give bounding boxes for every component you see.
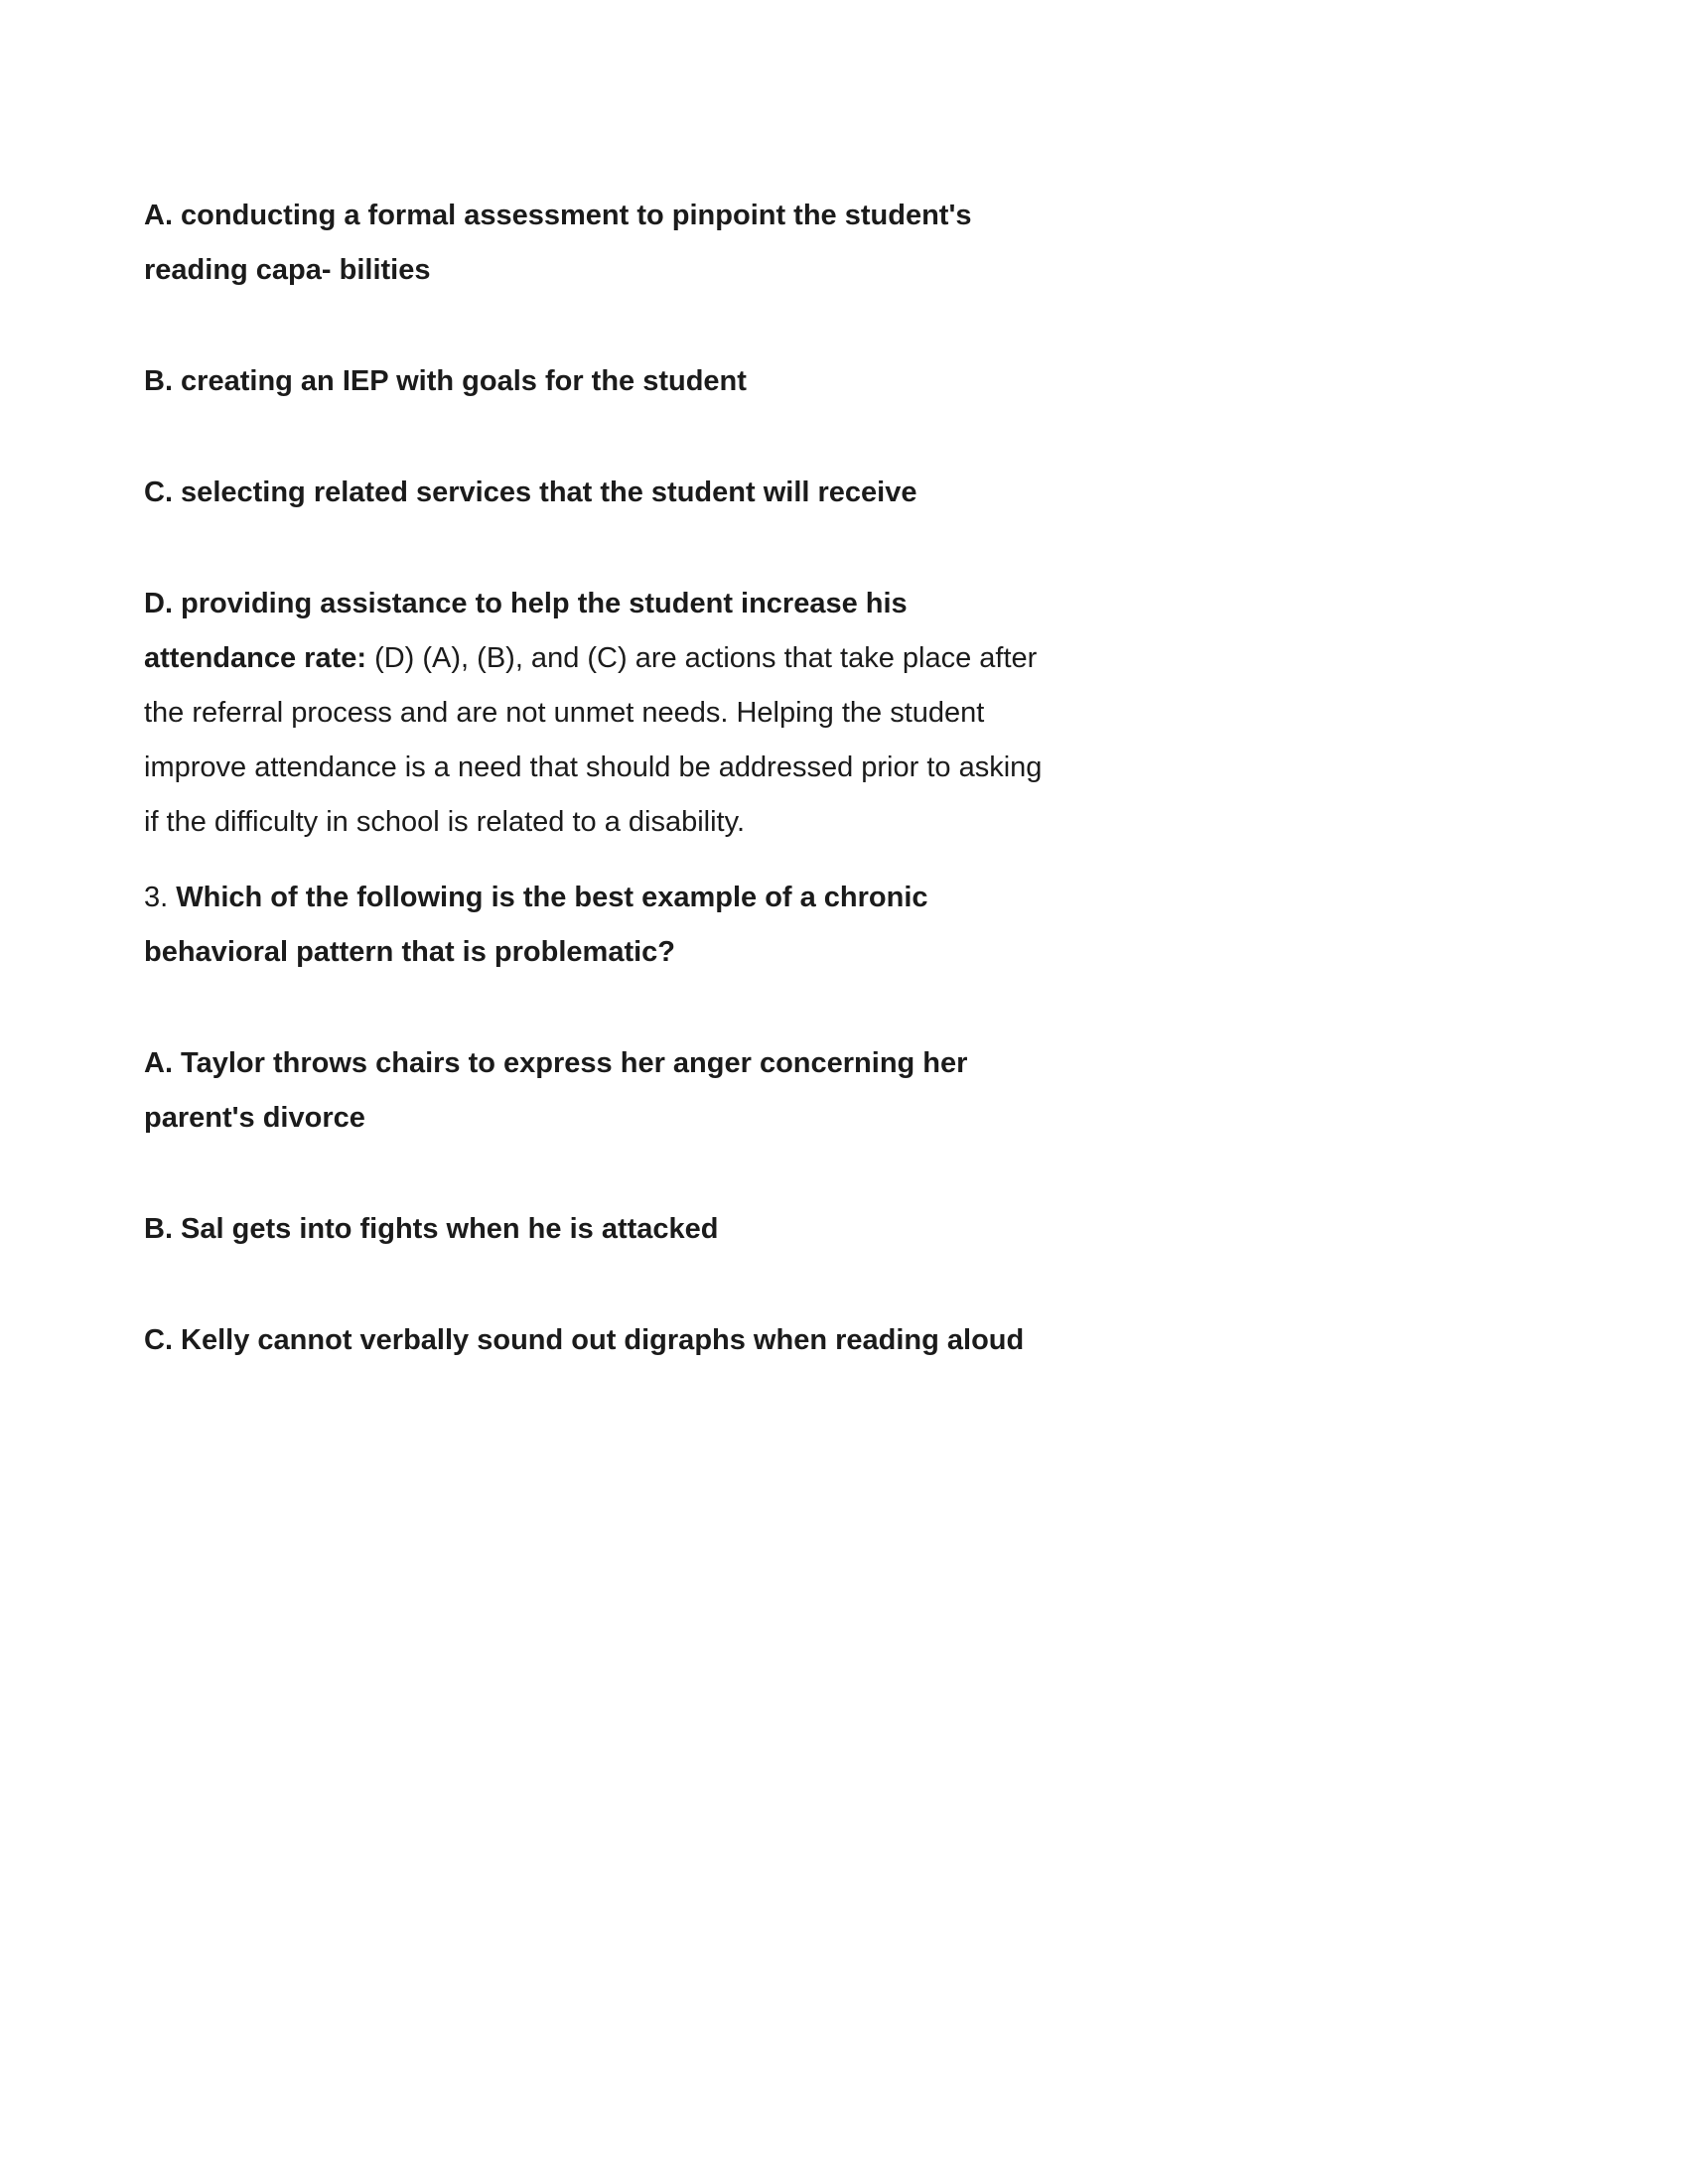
answer-option-b-q3 — [144, 1202, 1053, 1257]
answer-option-c-q2-run-0: C. selecting related services that the student will receive — [144, 477, 917, 508]
answer-option-d-q2-with-explanation — [144, 577, 1053, 850]
answer-option-d-q2-with-explanation-run-0: D. providing assistance to help the student increase his attendance rate: — [144, 588, 908, 674]
answer-option-a-q2-run-0: A. conducting a formal assessment to pinpoint the student's reading capa- bilities — [144, 200, 972, 286]
answer-option-b-q2-run-0: B. creating an IEP with goals for the student — [144, 365, 747, 397]
document-text-column — [144, 189, 1053, 1368]
answer-option-b-q3-run-0: B. Sal gets into fights when he is attacked — [144, 1213, 719, 1245]
answer-option-c-q2 — [144, 466, 1053, 520]
answer-option-c-q3-run-0: C. Kelly cannot verbally sound out digraphs when reading aloud — [144, 1324, 1025, 1356]
question-3 — [144, 871, 1053, 980]
answer-option-d-q2-with-explanation-run-1: (D) (A), (B), and (C) are actions that take place after the referral process and are not unmet needs. Helping the student improve attendance is a need that should be addressed prior to asking if the difficulty in school is related to a disability. — [144, 642, 1043, 838]
question-3-run-1: Which of the following is the best example of a chronic behavioral pattern that is problematic? — [144, 882, 928, 968]
question-3-run-0: 3. — [144, 882, 177, 913]
answer-option-a-q2 — [144, 189, 1053, 298]
answer-option-b-q2 — [144, 354, 1053, 409]
answer-option-c-q3 — [144, 1313, 1053, 1368]
answer-option-a-q3 — [144, 1036, 1053, 1146]
answer-option-a-q3-run-0: A. Taylor throws chairs to express her anger concerning her parent's divorce — [144, 1047, 968, 1134]
